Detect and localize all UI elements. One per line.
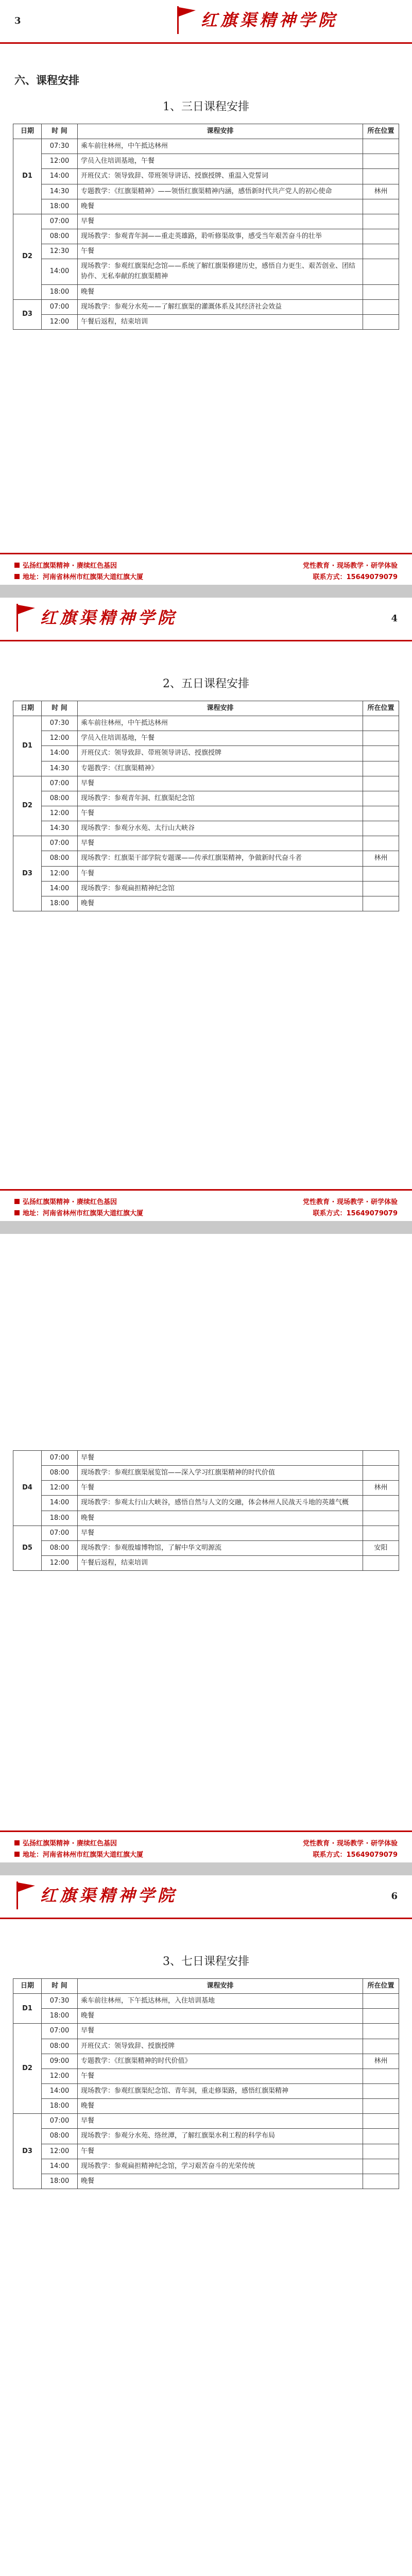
section-title: 六、课程安排 bbox=[14, 74, 79, 87]
day-cell: D1 bbox=[13, 139, 42, 214]
table-row bbox=[13, 154, 399, 169]
red-flag-icon bbox=[14, 1880, 37, 1910]
content-cell: 晚餐 bbox=[78, 284, 363, 299]
place-cell: 林州 bbox=[363, 184, 399, 199]
place-cell bbox=[363, 1451, 399, 1466]
table-row bbox=[13, 896, 399, 911]
time-cell: 14:00 bbox=[42, 259, 78, 284]
place-cell bbox=[363, 284, 399, 299]
footer-address: 地址：河南省林州市红旗渠大道红旗大厦 bbox=[23, 1851, 144, 1859]
time-cell: 18:00 bbox=[42, 2009, 78, 2024]
content-cell: 早餐 bbox=[78, 2114, 363, 2129]
table-header-cell: 时 间 bbox=[42, 124, 78, 139]
table-row bbox=[13, 791, 399, 806]
table-row bbox=[13, 806, 399, 821]
time-cell: 14:00 bbox=[42, 169, 78, 184]
time-cell: 12:00 bbox=[42, 154, 78, 169]
table-row bbox=[13, 2174, 399, 2189]
footer-tagline: 党性教育 · 现场教学 · 研学体验 bbox=[303, 1198, 398, 1206]
page-number: 4 bbox=[391, 613, 398, 624]
table-row bbox=[13, 1481, 399, 1496]
place-cell bbox=[363, 1511, 399, 1526]
table-header-cell: 所在位置 bbox=[363, 124, 399, 139]
table-title: 1、三日课程安排 bbox=[163, 100, 249, 113]
table-row bbox=[13, 1526, 399, 1540]
time-cell: 08:00 bbox=[42, 229, 78, 244]
page-6 bbox=[0, 1875, 412, 2576]
day-cell: D3 bbox=[13, 2114, 42, 2189]
footer-divider bbox=[0, 1189, 412, 1191]
table-header-cell: 所在位置 bbox=[363, 1979, 399, 1994]
time-cell: 07:00 bbox=[42, 836, 78, 851]
table-title: 3、七日课程安排 bbox=[163, 1955, 249, 1968]
table-row bbox=[13, 199, 399, 214]
place-cell bbox=[363, 169, 399, 184]
table-row bbox=[13, 314, 399, 329]
bullet-icon bbox=[14, 1210, 20, 1215]
content-cell: 开班仪式：领导致辞、带班领导讲话、授旗授牌、重温入党誓词 bbox=[78, 169, 363, 184]
table-row bbox=[13, 2039, 399, 2054]
footer-slogan: 弘扬红旗渠精神 · 赓续红色基因 bbox=[23, 562, 117, 570]
time-cell: 12:00 bbox=[42, 2069, 78, 2083]
place-cell bbox=[363, 2039, 399, 2054]
place-cell bbox=[363, 154, 399, 169]
table-row bbox=[13, 2144, 399, 2159]
place-cell bbox=[363, 2174, 399, 2189]
table-row bbox=[13, 731, 399, 746]
day-cell: D2 bbox=[13, 776, 42, 836]
place-cell bbox=[363, 259, 399, 284]
time-cell: 07:00 bbox=[42, 1526, 78, 1540]
time-cell: 18:00 bbox=[42, 2099, 78, 2114]
content-cell: 现场教学：参观分水苑、太行山大峡谷 bbox=[78, 821, 363, 836]
table-row bbox=[13, 2114, 399, 2129]
content-cell: 现场教学：参观分水苑、络丝潭，了解红旗渠水利工程的科学布局 bbox=[78, 2129, 363, 2144]
time-cell: 12:00 bbox=[42, 806, 78, 821]
table-row bbox=[13, 2129, 399, 2144]
time-cell: 18:00 bbox=[42, 199, 78, 214]
content-cell: 专题教学：《红旗渠精神的时代价值》 bbox=[78, 2054, 363, 2069]
place-cell bbox=[363, 2129, 399, 2144]
table-row bbox=[13, 214, 399, 229]
table-row bbox=[13, 229, 399, 244]
content-cell: 早餐 bbox=[78, 836, 363, 851]
schedule-table bbox=[13, 1450, 399, 1571]
place-cell bbox=[363, 139, 399, 154]
table-header-cell: 日期 bbox=[13, 124, 42, 139]
place-cell bbox=[363, 1994, 399, 2009]
table-row bbox=[13, 2099, 399, 2114]
place-cell: 林州 bbox=[363, 851, 399, 866]
time-cell: 12:00 bbox=[42, 1481, 78, 1496]
bullet-icon bbox=[14, 563, 20, 568]
table-row bbox=[13, 1555, 399, 1570]
place-cell bbox=[363, 821, 399, 836]
content-cell: 现场教学：参观分水苑——了解红旗渠的灌溉体系及其经济社会效益 bbox=[78, 299, 363, 314]
place-cell bbox=[363, 1555, 399, 1570]
place-cell bbox=[363, 746, 399, 761]
footer-slogan: 弘扬红旗渠精神 · 赓续红色基因 bbox=[23, 1198, 117, 1206]
content-cell: 现场教学：参观红旗渠展览馆——深入学习红旗渠精神的时代价值 bbox=[78, 1466, 363, 1481]
time-cell: 08:00 bbox=[42, 851, 78, 866]
place-cell: 安阳 bbox=[363, 1540, 399, 1555]
place-cell bbox=[363, 896, 399, 911]
place-cell: 林州 bbox=[363, 2054, 399, 2069]
content-cell: 现场教学：参观青年洞——重走英雄路，聆听修渠故事，感受当年艰苦奋斗的壮举 bbox=[78, 229, 363, 244]
table-header-row bbox=[13, 124, 399, 139]
time-cell: 07:00 bbox=[42, 2024, 78, 2039]
time-cell: 12:00 bbox=[42, 1555, 78, 1570]
content-cell: 开班仪式：领导致辞、带班领导讲话、授旗授牌 bbox=[78, 746, 363, 761]
footer-address: 地址：河南省林州市红旗渠大道红旗大厦 bbox=[23, 573, 144, 581]
table-row bbox=[13, 776, 399, 791]
time-cell: 14:00 bbox=[42, 746, 78, 761]
time-cell: 14:00 bbox=[42, 1496, 78, 1511]
time-cell: 08:00 bbox=[42, 2129, 78, 2144]
schedule-table bbox=[13, 1978, 399, 2189]
time-cell: 14:00 bbox=[42, 2083, 78, 2098]
table-row bbox=[13, 139, 399, 154]
content-cell: 晚餐 bbox=[78, 2174, 363, 2189]
time-cell: 09:00 bbox=[42, 2054, 78, 2069]
place-cell bbox=[363, 1496, 399, 1511]
content-cell: 午餐 bbox=[78, 2069, 363, 2083]
content-cell: 午餐 bbox=[78, 806, 363, 821]
time-cell: 14:30 bbox=[42, 761, 78, 776]
table-header-cell: 课程安排 bbox=[78, 124, 363, 139]
place-cell bbox=[363, 761, 399, 776]
time-cell: 08:00 bbox=[42, 2039, 78, 2054]
schedule-table bbox=[13, 701, 399, 911]
time-cell: 18:00 bbox=[42, 284, 78, 299]
place-cell bbox=[363, 2069, 399, 2083]
table-row bbox=[13, 2069, 399, 2083]
place-cell bbox=[363, 299, 399, 314]
bullet-icon bbox=[14, 1840, 20, 1845]
content-cell: 现场教学：参观扁担精神纪念馆，学习艰苦奋斗的光荣传统 bbox=[78, 2159, 363, 2174]
place-cell bbox=[363, 199, 399, 214]
time-cell: 12:00 bbox=[42, 314, 78, 329]
table-row bbox=[13, 746, 399, 761]
time-cell: 08:00 bbox=[42, 1540, 78, 1555]
time-cell: 07:30 bbox=[42, 1994, 78, 2009]
table-row bbox=[13, 184, 399, 199]
footer-divider bbox=[0, 1831, 412, 1832]
content-cell: 晚餐 bbox=[78, 1511, 363, 1526]
table-row bbox=[13, 1994, 399, 2009]
footer-divider bbox=[0, 553, 412, 554]
bullet-icon bbox=[14, 1199, 20, 1204]
page-number: 3 bbox=[14, 15, 21, 26]
table-row bbox=[13, 2024, 399, 2039]
place-cell bbox=[363, 2083, 399, 2098]
content-cell: 学员入住培训基地，午餐 bbox=[78, 154, 363, 169]
table-title: 2、五日课程安排 bbox=[163, 677, 249, 690]
table-row bbox=[13, 2009, 399, 2024]
time-cell: 07:30 bbox=[42, 139, 78, 154]
day-cell: D5 bbox=[13, 1526, 42, 1570]
day-cell: D1 bbox=[13, 716, 42, 776]
red-flag-icon bbox=[175, 5, 198, 35]
page-4 bbox=[0, 598, 412, 1221]
footer-slogan: 弘扬红旗渠精神 · 赓续红色基因 bbox=[23, 1840, 117, 1848]
table-row bbox=[13, 169, 399, 184]
day-cell: D2 bbox=[13, 214, 42, 299]
place-cell bbox=[363, 731, 399, 746]
footer-tagline: 党性教育 · 现场教学 · 研学体验 bbox=[303, 1840, 398, 1848]
table-row bbox=[13, 1451, 399, 1466]
place-cell bbox=[363, 716, 399, 731]
place-cell bbox=[363, 776, 399, 791]
place-cell bbox=[363, 314, 399, 329]
page-number: 6 bbox=[391, 1891, 398, 1902]
day-cell: D2 bbox=[13, 2024, 42, 2114]
table-header-cell: 日期 bbox=[13, 1979, 42, 1994]
time-cell: 07:00 bbox=[42, 1451, 78, 1466]
place-cell bbox=[363, 214, 399, 229]
table-row bbox=[13, 881, 399, 896]
table-row bbox=[13, 2083, 399, 2098]
page-footer bbox=[0, 1189, 412, 1221]
place-cell bbox=[363, 791, 399, 806]
page-footer bbox=[0, 553, 412, 585]
content-cell: 现场教学：红旗渠干部学院专题课——传承红旗渠精神，争做新时代奋斗者 bbox=[78, 851, 363, 866]
bullet-icon bbox=[14, 1852, 20, 1857]
footer-address: 地址：河南省林州市红旗渠大道红旗大厦 bbox=[23, 1210, 144, 1217]
page-header bbox=[0, 0, 412, 57]
place-cell bbox=[363, 1466, 399, 1481]
time-cell: 08:00 bbox=[42, 791, 78, 806]
time-cell: 07:00 bbox=[42, 776, 78, 791]
page-header bbox=[0, 598, 412, 654]
time-cell: 14:30 bbox=[42, 184, 78, 199]
table-row bbox=[13, 821, 399, 836]
place-cell bbox=[363, 2024, 399, 2039]
content-cell: 现场教学：参观红旗渠纪念馆——系统了解红旗渠修建历史，感悟自力更生、艰苦创业、团结协作、无私奉献的红旗渠精神 bbox=[78, 259, 363, 284]
day-cell: D4 bbox=[13, 1451, 42, 1526]
time-cell: 14:30 bbox=[42, 821, 78, 836]
time-cell: 12:00 bbox=[42, 2144, 78, 2159]
footer-contact: 联系方式：15649079079 bbox=[313, 1210, 398, 1217]
bullet-icon bbox=[14, 574, 20, 579]
place-cell bbox=[363, 806, 399, 821]
place-cell bbox=[363, 2159, 399, 2174]
page-footer bbox=[0, 1831, 412, 1862]
content-cell: 午餐 bbox=[78, 866, 363, 881]
footer-contact: 联系方式：15649079079 bbox=[313, 1851, 398, 1859]
header-divider bbox=[0, 640, 412, 641]
content-cell: 午餐 bbox=[78, 2144, 363, 2159]
page-header bbox=[0, 1875, 412, 1932]
place-cell: 林州 bbox=[363, 1481, 399, 1496]
content-cell: 晚餐 bbox=[78, 2009, 363, 2024]
content-cell: 乘车前往林州，中午抵达林州 bbox=[78, 716, 363, 731]
place-cell bbox=[363, 2144, 399, 2159]
content-cell: 乘车前往林州，下午抵达林州，入住培训基地 bbox=[78, 1994, 363, 2009]
table-header-cell: 所在位置 bbox=[363, 701, 399, 716]
red-flag-icon bbox=[14, 603, 37, 633]
header-divider bbox=[0, 1918, 412, 1919]
content-cell: 晚餐 bbox=[78, 199, 363, 214]
place-cell bbox=[363, 229, 399, 244]
brand-title: 红旗渠精神学院 bbox=[40, 1886, 178, 1905]
content-cell: 早餐 bbox=[78, 776, 363, 791]
table-row bbox=[13, 259, 399, 284]
place-cell bbox=[363, 2009, 399, 2024]
place-cell bbox=[363, 2114, 399, 2129]
day-cell: D3 bbox=[13, 299, 42, 329]
place-cell bbox=[363, 836, 399, 851]
content-cell: 午餐 bbox=[78, 244, 363, 259]
content-cell: 现场教学：参观红旗渠纪念馆、青年洞，重走修渠路，感悟红旗渠精神 bbox=[78, 2083, 363, 2098]
table-row bbox=[13, 1496, 399, 1511]
time-cell: 14:00 bbox=[42, 2159, 78, 2174]
content-cell: 专题教学：《红旗渠精神》 bbox=[78, 761, 363, 776]
time-cell: 12:30 bbox=[42, 244, 78, 259]
content-cell: 乘车前往林州，中午抵达林州 bbox=[78, 139, 363, 154]
place-cell bbox=[363, 1526, 399, 1540]
time-cell: 18:00 bbox=[42, 896, 78, 911]
table-row bbox=[13, 1511, 399, 1526]
content-cell: 现场教学：参观太行山大峡谷，感悟自然与人文的交融，体会林州人民战天斗地的英雄气概 bbox=[78, 1496, 363, 1511]
content-cell: 午餐后返程，结束培训 bbox=[78, 1555, 363, 1570]
page-5 bbox=[0, 1234, 412, 1862]
time-cell: 12:00 bbox=[42, 731, 78, 746]
brand-title: 红旗渠精神学院 bbox=[40, 608, 178, 628]
schedule-table bbox=[13, 124, 399, 330]
brand-title: 红旗渠精神学院 bbox=[201, 10, 338, 30]
footer-contact: 联系方式：15649079079 bbox=[313, 573, 398, 581]
place-cell bbox=[363, 2099, 399, 2114]
page-3 bbox=[0, 0, 412, 585]
content-cell: 早餐 bbox=[78, 2024, 363, 2039]
table-row bbox=[13, 1466, 399, 1481]
table-header-row bbox=[13, 701, 399, 716]
content-cell: 现场教学：参观殷墟博物馆，了解中华文明源流 bbox=[78, 1540, 363, 1555]
table-row bbox=[13, 244, 399, 259]
table-row bbox=[13, 836, 399, 851]
table-row bbox=[13, 716, 399, 731]
table-row bbox=[13, 2054, 399, 2069]
time-cell: 07:00 bbox=[42, 2114, 78, 2129]
table-row bbox=[13, 761, 399, 776]
content-cell: 现场教学：参观青年洞、红旗渠纪念馆 bbox=[78, 791, 363, 806]
time-cell: 18:00 bbox=[42, 1511, 78, 1526]
day-cell: D1 bbox=[13, 1994, 42, 2024]
table-row bbox=[13, 851, 399, 866]
table-row bbox=[13, 299, 399, 314]
content-cell: 午餐后返程，结束培训 bbox=[78, 314, 363, 329]
content-cell: 开班仪式：领导致辞、授旗授牌 bbox=[78, 2039, 363, 2054]
table-row bbox=[13, 866, 399, 881]
content-cell: 早餐 bbox=[78, 1451, 363, 1466]
table-header-row bbox=[13, 1979, 399, 1994]
table-header-cell: 日期 bbox=[13, 701, 42, 716]
place-cell bbox=[363, 866, 399, 881]
table-row bbox=[13, 1540, 399, 1555]
header-divider bbox=[0, 42, 412, 44]
content-cell: 午餐 bbox=[78, 1481, 363, 1496]
content-cell: 晚餐 bbox=[78, 896, 363, 911]
table-header-cell: 课程安排 bbox=[78, 701, 363, 716]
place-cell bbox=[363, 244, 399, 259]
time-cell: 14:00 bbox=[42, 881, 78, 896]
table-header-cell: 时 间 bbox=[42, 701, 78, 716]
place-cell bbox=[363, 881, 399, 896]
time-cell: 08:00 bbox=[42, 1466, 78, 1481]
table-row bbox=[13, 2159, 399, 2174]
content-cell: 现场教学：参观扁担精神纪念馆 bbox=[78, 881, 363, 896]
time-cell: 07:30 bbox=[42, 716, 78, 731]
content-cell: 学员入住培训基地，午餐 bbox=[78, 731, 363, 746]
time-cell: 18:00 bbox=[42, 2174, 78, 2189]
table-header-cell: 课程安排 bbox=[78, 1979, 363, 1994]
time-cell: 12:00 bbox=[42, 866, 78, 881]
content-cell: 早餐 bbox=[78, 214, 363, 229]
footer-tagline: 党性教育 · 现场教学 · 研学体验 bbox=[303, 562, 398, 570]
content-cell: 晚餐 bbox=[78, 2099, 363, 2114]
time-cell: 07:00 bbox=[42, 214, 78, 229]
time-cell: 07:00 bbox=[42, 299, 78, 314]
day-cell: D3 bbox=[13, 836, 42, 911]
table-row bbox=[13, 284, 399, 299]
content-cell: 专题教学：《红旗渠精神》——领悟红旗渠精神内涵，感悟新时代共产党人的初心使命 bbox=[78, 184, 363, 199]
content-cell: 早餐 bbox=[78, 1526, 363, 1540]
table-header-cell: 时 间 bbox=[42, 1979, 78, 1994]
